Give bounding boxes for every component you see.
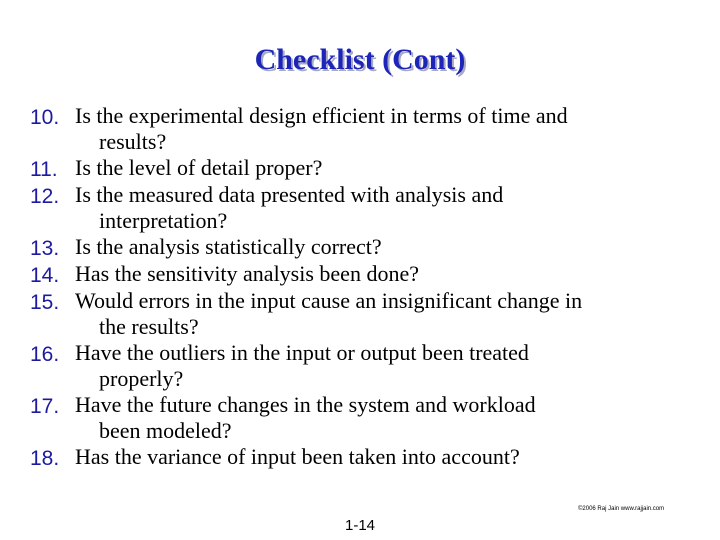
item-number: 18. xyxy=(30,447,60,470)
item-number: 11. xyxy=(30,158,58,181)
item-text-line1: Is the measured data presented with analysis and xyxy=(75,182,504,207)
item-text xyxy=(72,261,670,287)
list-item xyxy=(30,182,670,234)
item-text-line2: been modeled? xyxy=(99,418,232,443)
item-text-line1: Have the outliers in the input or output been treated xyxy=(75,340,529,365)
item-text xyxy=(72,234,670,260)
slide-title: Checklist (Cont) xyxy=(254,43,466,76)
item-text-line1: Is the level of detail proper? xyxy=(75,155,323,180)
item-number: 15. xyxy=(30,291,60,314)
item-number: 16. xyxy=(30,343,60,366)
item-text-line1: Would errors in the input cause an insignificant change in xyxy=(75,288,583,313)
item-number: 12. xyxy=(30,185,60,208)
item-text xyxy=(72,288,670,340)
list-item xyxy=(30,392,670,444)
item-text-line1: Is the analysis statistically correct? xyxy=(75,234,382,259)
list-item xyxy=(30,261,670,288)
item-text xyxy=(72,392,670,444)
list-item xyxy=(30,288,670,340)
item-text xyxy=(72,103,670,155)
list-item xyxy=(30,444,670,471)
item-number: 14. xyxy=(30,264,60,287)
item-text-line1: Have the future changes in the system and workload xyxy=(75,392,536,417)
item-text-line2: interpretation? xyxy=(99,208,228,233)
list-item xyxy=(30,155,670,182)
list-item xyxy=(30,103,670,155)
item-text xyxy=(72,340,670,392)
item-number: 10. xyxy=(30,106,60,129)
list-item xyxy=(30,340,670,392)
list-item xyxy=(30,234,670,261)
item-text xyxy=(72,155,670,181)
item-text-line2: the results? xyxy=(99,314,199,339)
item-number: 17. xyxy=(30,395,60,418)
item-text-line1: Has the sensitivity analysis been done? xyxy=(75,261,419,286)
item-text-line1: Is the experimental design efficient in terms of time and xyxy=(75,103,568,128)
item-text xyxy=(72,182,670,234)
item-text xyxy=(72,444,670,470)
item-number: 13. xyxy=(30,237,60,260)
item-text-line2: properly? xyxy=(99,366,184,391)
item-text-line1: Has the variance of input been taken into account? xyxy=(75,444,520,469)
copyright-notice: ©2006 Raj Jain www.rajjain.com xyxy=(578,506,665,512)
page-number: 1-14 xyxy=(344,517,376,534)
checklist xyxy=(30,103,670,471)
item-text-line2: results? xyxy=(99,129,167,154)
